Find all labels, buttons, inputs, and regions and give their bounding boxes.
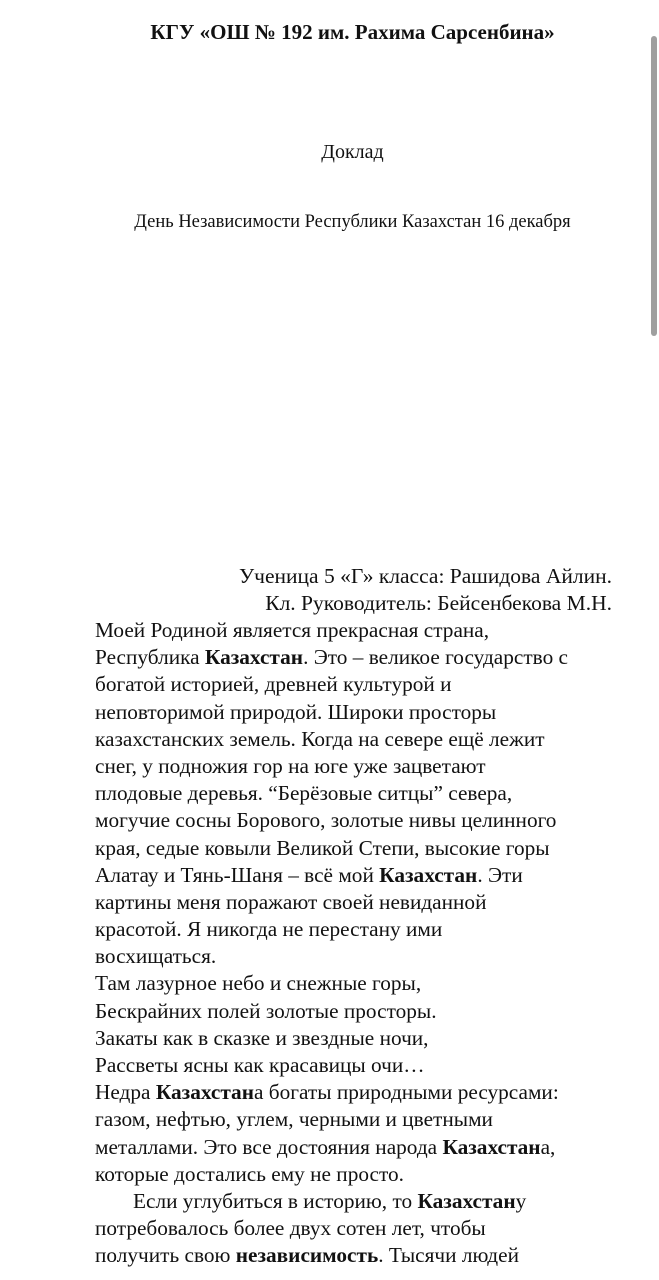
bold-text: Казахстан xyxy=(442,1134,541,1159)
text-segment: газом, нефтью, углем, черными и цветными xyxy=(95,1107,493,1132)
text-segment: Рассветы ясны как красавицы очи… xyxy=(95,1053,425,1077)
text-segment: могучие сосны Борового, золотые нивы целинного xyxy=(95,808,557,833)
scrollbar-thumb[interactable] xyxy=(651,36,657,336)
text-segment: плодовые деревья. “Берёзовые ситцы” севера, xyxy=(95,781,513,806)
text-segment: потребовалось более двух сотен лет, чтобы xyxy=(95,1216,486,1241)
text-segment: Моей Родиной является прекрасная страна, xyxy=(95,618,490,642)
text-line xyxy=(95,807,625,834)
text-segment: металлами. Это все достояния народа xyxy=(95,1134,443,1159)
bold-text: Казахстан xyxy=(417,1188,516,1213)
bold-text: Казахстан xyxy=(155,1080,254,1105)
text-line xyxy=(95,1188,625,1215)
text-line xyxy=(95,1106,625,1133)
text-segment: Недра xyxy=(95,1080,156,1105)
text-segment: неповторимой природой. Широки просторы xyxy=(95,699,497,724)
text-line xyxy=(95,726,625,753)
text-line xyxy=(95,889,625,916)
text-line xyxy=(95,753,625,780)
text-line xyxy=(95,671,625,698)
bold-text: Казахстан xyxy=(204,645,304,670)
text-line xyxy=(95,644,625,671)
text-line xyxy=(95,617,625,644)
text-line xyxy=(95,1134,625,1161)
report-topic: День Независимости Республики Казахстан 16 декабря xyxy=(134,212,571,232)
text-line xyxy=(95,862,625,889)
bold-text: независимость xyxy=(235,1243,379,1268)
text-segment: а, xyxy=(540,1134,556,1159)
text-line xyxy=(95,1079,625,1106)
text-segment: Там лазурное небо и снежные горы, xyxy=(95,971,422,996)
text-segment: а богаты природными ресурсами: xyxy=(253,1080,559,1105)
text-line xyxy=(95,1052,625,1079)
text-segment: Республика xyxy=(95,645,205,670)
text-segment: . Эти xyxy=(477,862,523,887)
text-line xyxy=(95,916,625,943)
text-line xyxy=(95,1025,625,1052)
text-line xyxy=(95,1215,625,1242)
text-line xyxy=(95,970,625,997)
text-segment: которые достались ему не просто. xyxy=(95,1161,404,1186)
text-line xyxy=(95,943,625,970)
text-segment: казахстанских земель. Когда на севере ещё лежит xyxy=(95,726,545,751)
text-segment: получить свою xyxy=(95,1243,236,1268)
text-segment: Алатау и Тянь-Шаня – всё мой xyxy=(95,862,380,887)
student-line: Ученица 5 «Г» класса: Рашидова Айлин. xyxy=(238,564,612,588)
text-segment: . Тысячи людей xyxy=(378,1243,519,1268)
text-segment: Бескрайних полей золотые просторы. xyxy=(95,998,437,1023)
text-line xyxy=(95,699,625,726)
text-line xyxy=(95,998,625,1025)
text-segment: картины меня поражают своей невиданной xyxy=(95,889,487,914)
author-block xyxy=(239,563,612,617)
text-line xyxy=(95,780,625,807)
document-type: Доклад xyxy=(321,141,384,163)
text-segment: восхищаться. xyxy=(95,944,217,969)
text-segment: красотой. Я никогда не перестану ими xyxy=(95,917,443,942)
text-line xyxy=(95,835,625,862)
text-segment: Закаты как в сказке и звездные ночи, xyxy=(95,1025,429,1050)
text-segment: снег, у подножия гор на юге уже зацветают xyxy=(95,753,486,778)
teacher-line: Кл. Руководитель: Бейсенбекова М.Н. xyxy=(265,591,612,615)
bold-text: Казахстан xyxy=(379,862,478,887)
school-name: КГУ «ОШ № 192 им. Рахима Сарсенбина» xyxy=(150,20,555,44)
text-segment: края, седые ковыли Великой Степи, высокие горы xyxy=(95,835,550,860)
text-segment: богатой историей, древней культурой и xyxy=(95,672,452,697)
scrollbar[interactable] xyxy=(645,0,659,1280)
text-line xyxy=(95,1242,625,1269)
text-line xyxy=(95,1161,625,1188)
text-segment: у xyxy=(515,1188,527,1213)
report-body xyxy=(95,617,625,1270)
text-segment: . Это – великое государство с xyxy=(303,645,568,670)
text-segment: Если углубиться в историю, то xyxy=(133,1188,418,1213)
